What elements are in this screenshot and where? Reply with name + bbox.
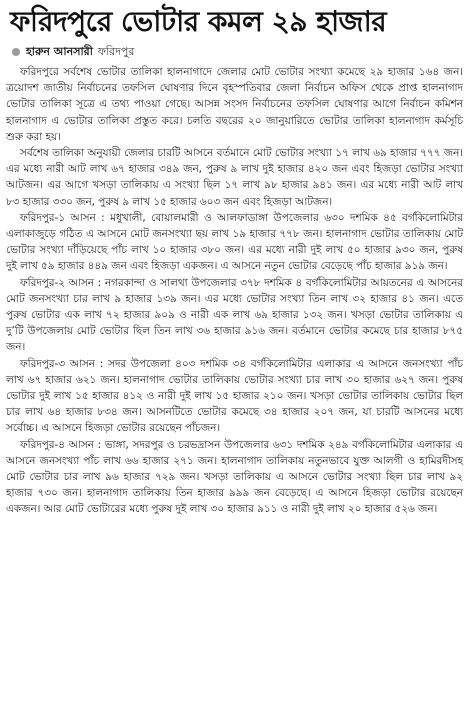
paragraph-faridpur-1: ফরিদপুর-১ আসন : মধুখালী, বোয়ালমারী ও আলফাডাঙ্গা উপজেলার ৬৩০ দশমিক ৪৫ বর্গকিলোমিটার এলাকাজুড়ে গঠিত এ আসনে মোট জনসংখ্যা ছয় লাখ ১৯ হাজার ৭৭৮ জন। হালনাগাদ ভোটার তালিকায় মোট ভোটার সংখ্যা দাঁড়িয়েছে পাঁচ লাখ ১০ হাজার ৩৮০ জন। এর মধ্যে নারী দুই লাখ ৫০ হাজার ৯৩০ জন, পুরুষ দুই লাখ ৫৯ হাজার ৪৪৯ জন এবং হিজড়া একজন। এ আসনে নতুন ভোটার বেড়েছে পাঁচ হাজার ৯১৯ জন। [6, 211, 463, 273]
paragraph-faridpur-4: ফরিদপুর-৪ আসন : ভাঙ্গা, সদরপুর ও চরভদ্রাসন উপজেলার ৬৩১ দশমিক ২৪৯ বর্গকিলোমিটার এলাকার এ আসনে জনসংখ্যা পাঁচ লাখ ৬৬ হাজার ২৭১ জন। হালনাগাদ তালিকায় নতুনভাবে যুক্ত আলগী ও হামিরদীসহ মোট ভোটার চার লাখ ৯৬ হাজার ৭২৯ জন। খসড়া তালিকায় এ আসনে ভোটার সংখ্যা ছিল চার লাখ ৯২ হাজার ৭৩০ জন। হালনাগাদ তালিকায় তিন হাজার ৯৯৯ জন বেড়েছে। এ আসনে হিজড়া ভোটার রয়েছেন একজন। আর মোট ভোটারের মধ্যে পুরুষ দুই লাখ ৩০ হাজার ৯১১ ও নারী দুই লাখ ২০ হাজার ৫২৬ জন। [6, 438, 463, 516]
dateline-location: ফরিদপুর [97, 45, 135, 58]
article-headline: ফরিদপুরে ভোটার কমল ২৯ হাজার [10, 5, 387, 38]
bullet-icon [12, 48, 20, 56]
paragraph-summary: সর্বশেষ তালিকা অনুযায়ী জেলার চারটি আসনে বর্তমানে মোট ভোটার সংখ্যা ১৭ লাখ ৬৯ হাজার ৭৭৭ জন। এর মধ্যে নারী আট লাখ ৬৭ হাজার ৩৪৯ জন, পুরুষ ৯ লাখ দুই হাজার ৪২০ জন এবং হিজড়া ভোটার সংখ্যা আটজন। এর আগে খসড়া তালিকায় এ সংখ্যা ছিল ১৭ লাখ ৯৮ হাজার ৯৪১ জন। এর মধ্যে নারী আট লাখ ৮৩ হাজার ৩৩০ জন, পুরুষ ৯ লাখ ১৫ হাজার ৬০৩ জন এবং হিজড়া আটজন। [6, 147, 463, 208]
author-name: হারুন আনসারী [26, 45, 93, 58]
article-body [6, 64, 463, 518]
byline [12, 44, 463, 60]
news-article [6, 4, 463, 518]
paragraph-faridpur-3: ফরিদপুর-৩ আসন : সদর উপজেলা ৪০৩ দশমিক ৩৪ বর্গকিলোমিটার এলাকার এ আসনে জনসংখ্যা পাঁচ লাখ ৬৭ হাজার ৬২১ জন। হালনাগাদ ভোটার তালিকায় ভোটার সংখ্যা চার লাখ ৩০ হাজার ৬২৭ জন। পুরুষ ভোটার দুই লাখ ১৫ হাজার ৪১২ ও নারী দুই লাখ ১৫ হাজার ২১০ জন। খসড়া ভোটার তালিকায় ভোটার ছিল চার লাখ ৬৪ হাজার ৮৩৪ জন। আসনটিতে ভোটার কমেছে ৩৪ হাজার ২০৭ জন, যা চারটি আসনের মধ্যে সর্বোচ্চ। এ আসনে হিজড়া ভোটার রয়েছেন পাঁচজন। [6, 357, 463, 435]
paragraph-faridpur-2: ফরিদপুর-২ আসন : নগরকান্দা ও সালথা উপজেলার ৩৭৮ দশমিক ৪ বর্গকিলোমিটার আয়তনের এ আসনের মোট জনসংখ্যা চার লাখ ৯ হাজার ১৩৯ জন। এর মধ্যে ভোটার সংখ্যা তিন লাখ ৩২ হাজার ৪১ জন। এতে পুরুষ ভোটার এক লাখ ৭২ হাজার ৯০৯ ও নারী এক লাখ ৬৯ হাজার ১৩২ জন। খসড়া ভোটার তালিকায় এ দু’টি উপজেলায় মোট ভোটার ছিল তিন লাখ ৩৬ হাজার ৯১৬ জন। বর্তমানে ভোটার কমেছে চার হাজার ৮৭৫ জন। [6, 276, 463, 354]
paragraph-intro: ফরিদপুরে সর্বশেষ ভোটার তালিকা হালনাগাদে জেলার মোট ভোটার সংখ্যা কমেছে ২৯ হাজার ১৬৪ জন। ত্রয়োদশ জাতীয় নির্বাচনের তফসিল ঘোষণার দিনে বৃহস্পতিবার জেলা নির্বাচন অফিস থেকে প্রাপ্ত হালনাগাদ ভোটার তালিকা সূত্রে এ তথ্য পাওয়া গেছে। আসন্ন সংসদ নির্বাচনের তফসিল ঘোষণার আগে নির্বাচন কমিশন হালনাগাদ এ ভোটার তালিকা প্রস্তুত করে। চলতি বছরের ২০ জানুয়ারিতে ভোটার তালিকা হালনাগাদ কর্মসূচি শুরু করা হয়। [6, 66, 463, 143]
